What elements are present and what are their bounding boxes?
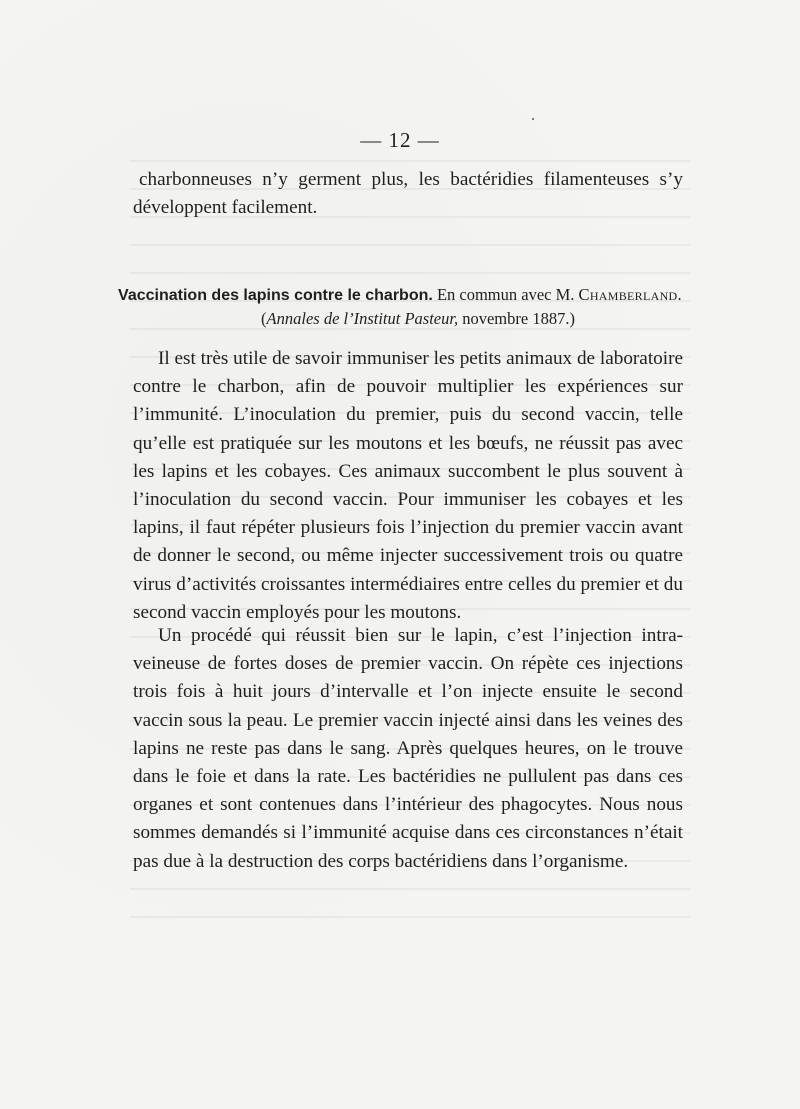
page-number: — 12 — [360, 128, 440, 152]
section-title: Vaccination des lapins contre le charbon. [118, 287, 433, 304]
coauthor-prefix: En commun avec M. [436, 285, 575, 304]
ink-speck [532, 118, 534, 120]
body-paragraph-1: Il est très utile de savoir immuniser les petits animaux de laboratoire contre le charbon, afin de pouvoir multiplier les expériences sur l’immunité. L’inoculation du premier, puis du second vaccin, telle qu’elle est pratiquée sur les moutons et les bœufs, ne réussit pas avec les lapins et les cobayes. Ces animaux succombent le plus souvent à l’inoculation du second vaccin. Pour immuniser les cobayes et les lapins, il faut répéter plusieurs fois l’injection du premier vaccin avant de donner le second, ou même injecter successivement trois ou quatre virus d’activités croissantes intermédiaires entre celles du premier et du second vaccin employés pour les moutons. [133, 348, 683, 623]
citation-open: ( [261, 309, 267, 328]
coauthor-name: Chamberland. [578, 285, 682, 304]
citation-line [0, 307, 800, 330]
publication-date: novembre 1887.) [462, 309, 575, 328]
body-paragraph-2: Un procédé qui réussit bien sur le lapin, c’est l’injection intra-veineuse de fortes doses de premier vaccin. On répète ces injections trois fois à huit jours d’intervalle et l’on injecte ensuite le second vaccin sous la peau. Le premier vaccin injecté ainsi dans les veines des lapins ne reste pas dans le sang. Après quelques heures, on le trouve dans le foie et dans la rate. Les bactéridies ne pullulent pas dans ces organes et sont contenues dans l’intérieur des phagocytes. Nous nous sommes demandés si l’immunité acquise dans ces circonstances n’était pas due à la destruction des corps bactéridiens dans l’organisme. [133, 625, 683, 872]
journal-name: Annales de l’Institut Pasteur, [266, 309, 459, 328]
section-heading [0, 283, 800, 330]
continued-paragraph: charbonneuses n’y germent plus, les bactéridies filamenteuses s’y développent facilement. [133, 169, 683, 219]
